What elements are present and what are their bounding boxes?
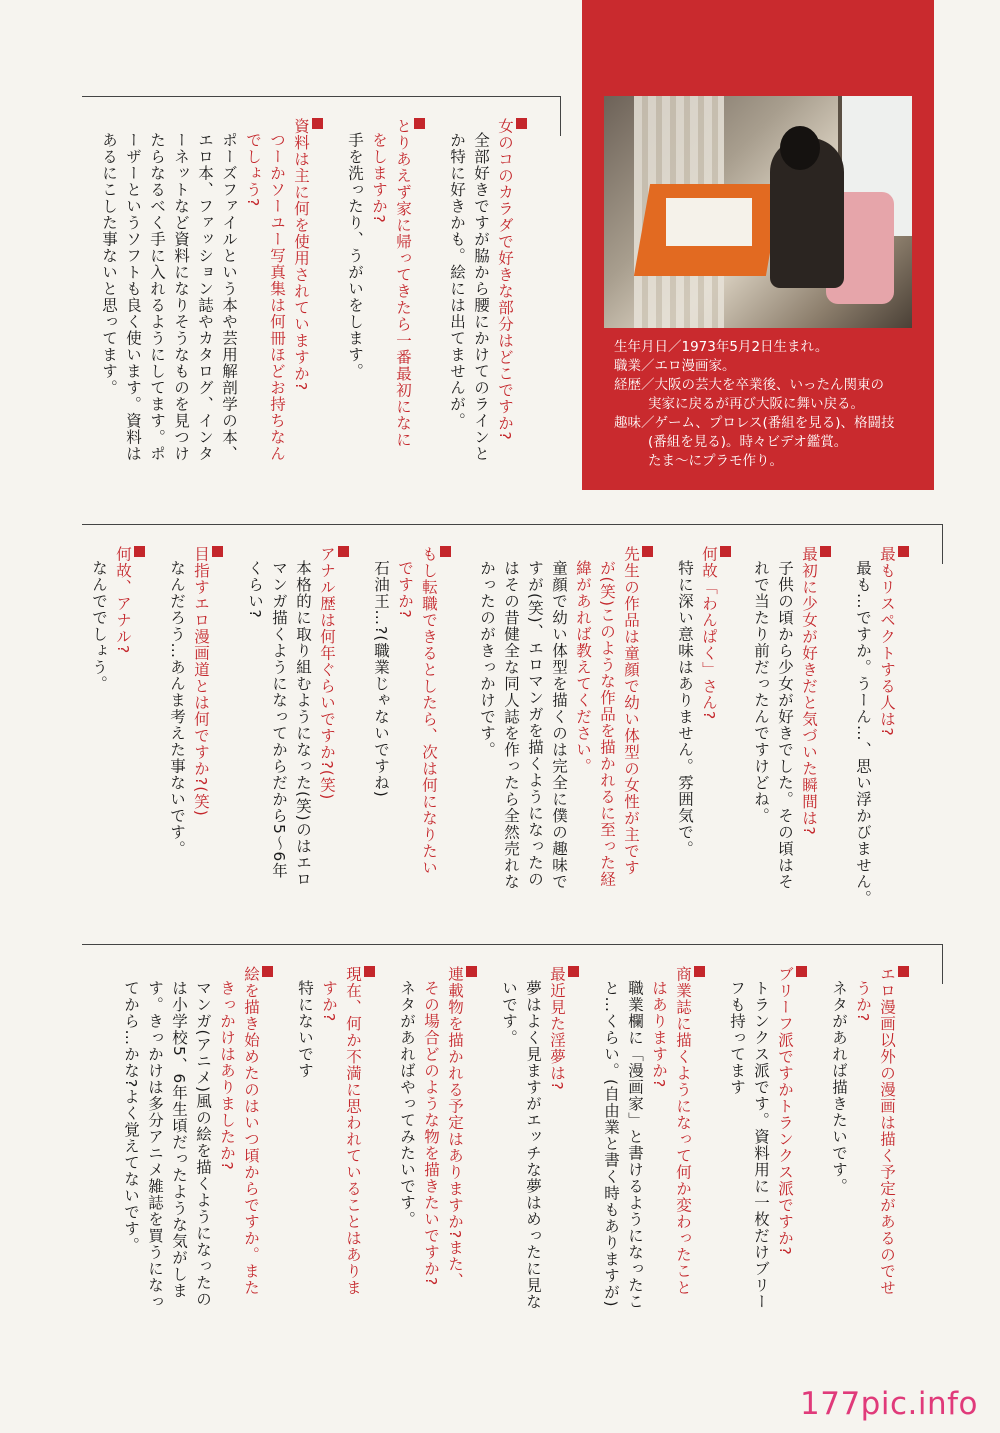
profile-box [582, 0, 934, 490]
answer-line: エロ本、ファッション誌やカタログ、インタ [196, 132, 214, 462]
answer-line: は小学校5、6年生頃だったような気がしま [170, 980, 188, 1299]
bottom-divider-edge [942, 944, 943, 984]
question-complaints: 現在、何か不満に思われていることはありま [342, 966, 375, 1296]
top-divider-edge [560, 96, 561, 136]
answer-line: なんだろう…あんま考えた事ないです。 [168, 560, 186, 857]
question-cont: その場合どのような物を描きたいですか? [422, 980, 440, 1287]
profile-job: 職業／エロ漫画家。 [614, 358, 736, 374]
question-briefs-trunks: ブリーフ派ですかトランクス派ですか? [774, 966, 807, 1256]
answer-line: 石油王…?(職業じゃないですね) [372, 560, 390, 798]
answer-line: 全部好きですが脇から腰にかけてのラインと [472, 132, 490, 462]
question-style-origin: 先生の作品は童顔で幼い体型の女性が主です [620, 546, 653, 876]
answer-line: ポーズファイルという本や芸用解剖学の本、 [220, 132, 238, 462]
question-cont: でしょう? [244, 132, 262, 208]
answer-line: ーザーというソフトも良く使います。資料は [124, 132, 142, 462]
answer-line: マンガ(アニメ)風の絵を描くようになったの [194, 980, 212, 1308]
answer-line: れで当たり前だったんですけどね。 [752, 560, 770, 824]
answer-line: と…くらい。(自由業と書く時もありますが) [602, 980, 620, 1308]
answer-line: 子供の頃から少女が好きでした。その頃はそ [776, 560, 794, 890]
question-wanpaku: 何故「わんぱく」さん? [698, 546, 731, 720]
middle-divider [82, 524, 942, 525]
answer-line: てから…かな?よく覚えてないです。 [122, 980, 140, 1254]
answer-line: なんででしょう。 [90, 560, 108, 692]
profile-hobby-cont: (番組を見る)。時々ビデオ鑑賞。 [648, 434, 848, 450]
question-first-thing-home: とりあえず家に帰ってきたら一番最初になに [392, 118, 425, 448]
profile-text [614, 338, 924, 471]
question-realized-moment: 最初に少女が好きだと気づいた瞬間は? [798, 546, 831, 836]
profile-career: 経歴／大阪の芸大を卒業後、いったん関東の [614, 377, 884, 393]
question-cont: ですか? [396, 560, 414, 619]
answer-line: はその昔健全な同人誌を作ったら全然売れな [502, 560, 520, 890]
profile-birth: 生年月日／1973年5月2日生まれ。 [614, 339, 829, 355]
answer-line: 最も…ですか。うーん…、思い浮かびません。 [854, 560, 872, 907]
question-serial: 連載物を描かれる予定はありますか?また、 [444, 966, 477, 1289]
profile-hobby-cont2: たま〜にプラモ作り。 [648, 453, 783, 469]
question-commercial-change: 商業誌に描くようになって何か変わったこと [672, 966, 705, 1296]
middle-divider-edge [942, 524, 943, 564]
profile-career-cont: 実家に戻るが再び大阪に舞い戻る。 [648, 396, 864, 412]
question-favorite-part: 女のコのカラダで好きな部分はどこですか? [494, 118, 527, 441]
answer-line: くらい? [246, 560, 264, 619]
answer-line: 手を洗ったり、うがいをします。 [346, 132, 364, 380]
answer-line: 夢はよく見ますがエッチな夢はめったに見な [524, 980, 542, 1310]
answer-line: あるにこした事ないと思ってます。 [100, 132, 118, 396]
profile-hobby: 趣味／ゲーム、プロレス(番組を見る)、格闘技 [614, 415, 895, 431]
question-respect: 最もリスペクトする人は? [876, 546, 909, 737]
watermark: 177pic.info [800, 1386, 978, 1422]
answer-line: たらなるべく手に入れるようにしてます。ポ [148, 132, 166, 462]
answer-line: 本格的に取り組むようになった(笑)のはエロ [294, 560, 312, 888]
question-cont: はありますか? [650, 980, 668, 1089]
answer-line: 童顔で幼い体型を描くのは完全に僕の趣味で [550, 560, 568, 890]
artist-photo [604, 96, 912, 328]
answer-line: いです。 [500, 980, 518, 1046]
question-career-change: もし転職できるとしたら、次は何になりたい [418, 546, 451, 876]
question-cont: つーかソーユー写真集は何冊ほどお持ちなん [268, 132, 286, 462]
answer-line: かったのがきっかけです。 [478, 560, 496, 758]
answer-line: 特に深い意味はありません。雰囲気で。 [676, 560, 694, 857]
answer-line: 特にないです [296, 980, 314, 1079]
question-cont: すか? [320, 980, 338, 1023]
question-cont: 緯があれば教えてください。 [574, 560, 592, 775]
answer-line: ーネットなど資料になりそうなものを見つけ [172, 132, 190, 462]
question-cont: が(笑)このような作品を描かれるに至った経 [598, 560, 616, 888]
answer-line: ネタがあれば描きたいです。 [830, 980, 848, 1195]
answer-line: トランクス派です。資料用に一枚だけブリー [752, 980, 770, 1310]
answer-line: 職業欄に「漫画家」と書けるようになったこ [626, 980, 644, 1310]
question-why: 何故、アナル? [112, 546, 145, 654]
answer-line: か特に好きかも。絵には出てませんが。 [448, 132, 466, 429]
answer-line: フも持ってます [728, 980, 746, 1096]
question-cont: うか? [854, 980, 872, 1023]
answer-line: すが(笑)、エロマンガを描くようになったの [526, 560, 544, 888]
question-recent-dream: 最近見た淫夢は? [546, 966, 579, 1091]
question-start-drawing: 絵を描き始めたのはいつ頃からですか。また [240, 966, 273, 1296]
answer-line: マンガ描くようになってからだから5〜6年 [270, 560, 288, 879]
top-divider [82, 96, 560, 97]
question-aim: 目指すエロ漫画道とは何ですか?(笑) [190, 546, 223, 817]
answer-line: ネタがあればやってみたいです。 [398, 980, 416, 1228]
answer-line: す。きっかけは多分アニメ雑誌を買うになっ [146, 980, 164, 1310]
question-years: アナル歴は何年ぐらいですか?(笑) [316, 546, 349, 800]
bottom-divider [82, 944, 942, 945]
question-other-manga: エロ漫画以外の漫画は描く予定があるのでせ [876, 966, 909, 1296]
question-reference-materials: 資料は主に何を使用されていますか? [290, 118, 323, 391]
question-cont: をしますか? [370, 132, 388, 224]
question-cont: きっかけはありましたか? [218, 980, 236, 1171]
